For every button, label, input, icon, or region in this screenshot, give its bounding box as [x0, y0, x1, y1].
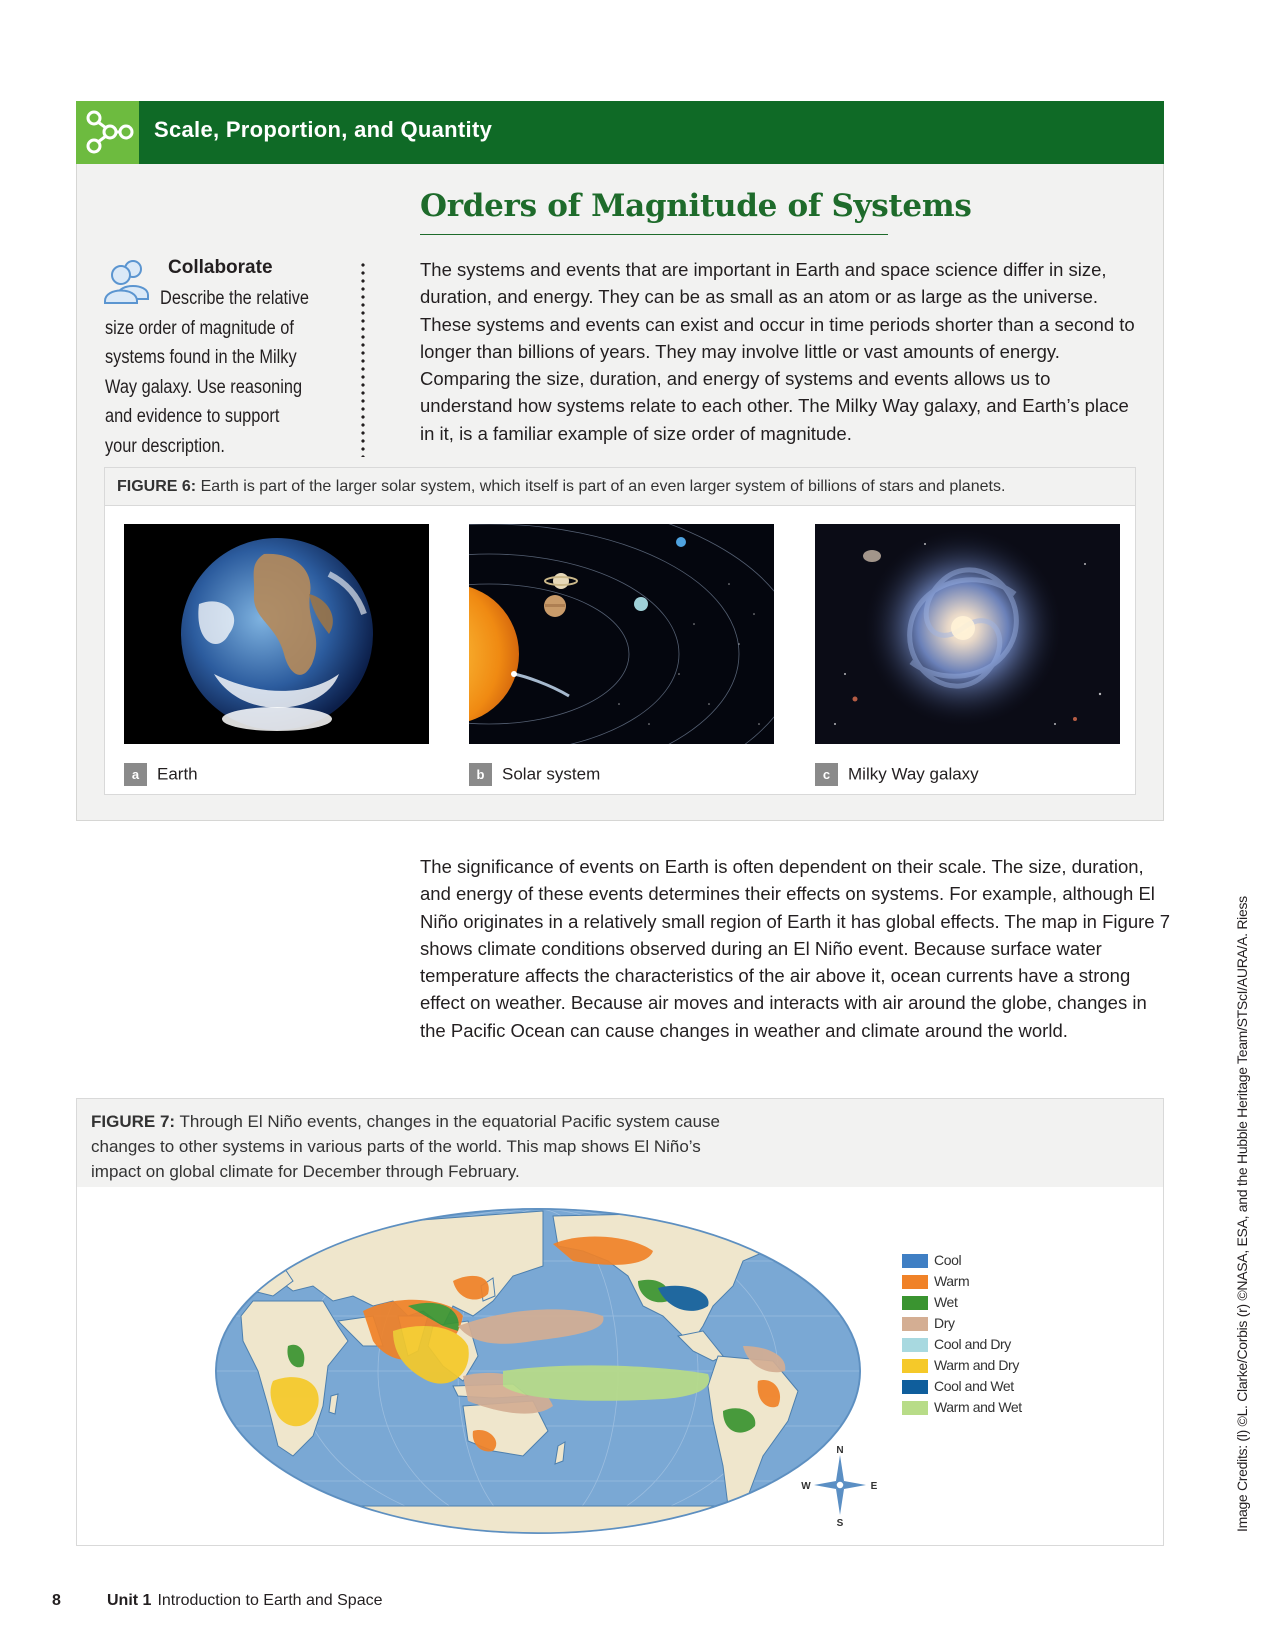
- legend-swatch: [902, 1296, 928, 1310]
- legend-label: Cool and Dry: [934, 1336, 1011, 1352]
- compass-s: S: [836, 1518, 844, 1527]
- figure-7-caption-text: Through El Niño events, changes in the equatorial Pacific system cause changes to other systems in various parts of the world. This map shows El Niño’s impact on global climate for December through February.: [91, 1112, 720, 1181]
- network-nodes-icon: [76, 101, 139, 164]
- legend-swatch: [902, 1359, 928, 1373]
- panel-letter: c: [815, 763, 838, 786]
- figure-7-label: FIGURE 7:: [91, 1112, 176, 1131]
- intro-paragraph: The systems and events that are important in Earth and space science differ in size, duration, and energy. They can be as small as an atom or as large as the universe. These systems and events can exist and occur in time periods shorter than a second to longer than billions of years. They may involve little or vast amounts of energy. Comparing the size, duration, and energy of systems and events allows us to understand how systems relate to each other. The Milky Way galaxy, and Earth’s place in it, is a familiar example of size order of magnitude.: [420, 259, 1135, 444]
- footer-unit-label: Unit 1: [107, 1592, 152, 1609]
- panel-label-text: Milky Way galaxy: [848, 764, 979, 784]
- compass-w: W: [801, 1481, 811, 1492]
- figure-6-label: FIGURE 6:: [117, 478, 197, 495]
- collaborate-line: size order of magnitude of: [105, 317, 294, 339]
- collaborate-line: Describe the relative: [160, 288, 309, 309]
- panel-label-a: [124, 763, 198, 787]
- legend-label: Wet: [934, 1294, 958, 1310]
- figure-6-caption-text: Earth is part of the larger solar system, which itself is part of an even larger system of billions of stars and planets.: [200, 478, 1006, 495]
- panel-label-c: [815, 763, 979, 787]
- legend-label: Warm: [934, 1273, 970, 1289]
- legend-swatch: [902, 1275, 928, 1289]
- el-nino-paragraph: The significance of events on Earth is often dependent on their scale. The size, duration, and energy of these events determines their effects on systems. For example, although El Niño originates in a relatively small region of Earth it has global effects. The map in Figure 7 shows climate conditions observed during an El Niño event. Because surface water temperature affects the characteristics of the air above it, ocean currents have a strong effect on weather. Because air moves and interacts with air around the globe, changes in the Pacific Ocean can cause changes in weather and climate around the world.: [420, 856, 1170, 1041]
- legend-label: Dry: [934, 1315, 955, 1331]
- compass-rose-icon: [800, 1445, 880, 1532]
- panel-label-b: [469, 763, 600, 787]
- page-number: 8: [52, 1592, 61, 1609]
- collaborate-line: your description.: [105, 435, 225, 457]
- solar-system-photo: [469, 524, 774, 744]
- section-title: Orders of Magnitude of Systems: [420, 188, 972, 224]
- footer-unit: [107, 1592, 383, 1610]
- panel-label-text: Earth: [157, 764, 198, 784]
- dotted-divider: [361, 261, 365, 457]
- compass-n: N: [836, 1445, 844, 1456]
- title-rule: [420, 234, 888, 235]
- collaborate-line: and evidence to support: [105, 406, 280, 427]
- legend-swatch: [902, 1380, 928, 1394]
- panel-letter: b: [469, 763, 492, 786]
- footer-unit-title: Introduction to Earth and Space: [157, 1592, 383, 1609]
- el-nino-world-map: [213, 1206, 863, 1541]
- compass-e: E: [870, 1481, 878, 1492]
- legend-label: Cool and Wet: [934, 1378, 1014, 1394]
- figure-6-caption: [105, 468, 1135, 506]
- banner-title: Scale, Proportion, and Quantity: [154, 117, 493, 142]
- panel-label-text: Solar system: [502, 764, 601, 784]
- legend-swatch: [902, 1317, 928, 1331]
- legend-swatch: [902, 1254, 928, 1268]
- legend-swatch: [902, 1338, 928, 1352]
- collaborate-prompt: [105, 284, 329, 461]
- collaborate-heading: Collaborate: [168, 257, 273, 278]
- image-credits: Image Credits: (l) ©L. Clarke/Corbis (r) ©NASA, ESA, and the Hubble Heritage Team/STScI/AURA/A. Riess: [1234, 896, 1250, 1532]
- feature-banner: [76, 101, 1164, 164]
- panel-letter: a: [124, 763, 147, 786]
- figure-7-caption: [77, 1099, 1163, 1187]
- earth-photo: [124, 524, 429, 744]
- milky-way-photo: [815, 524, 1120, 744]
- legend-label: Cool: [934, 1252, 962, 1268]
- legend-swatch: [902, 1401, 928, 1415]
- legend-label: Warm and Dry: [934, 1357, 1019, 1373]
- collaborate-line: systems found in the Milky: [105, 347, 297, 368]
- collaborate-line: Way galaxy. Use reasoning: [105, 376, 303, 398]
- legend-label: Warm and Wet: [934, 1399, 1022, 1415]
